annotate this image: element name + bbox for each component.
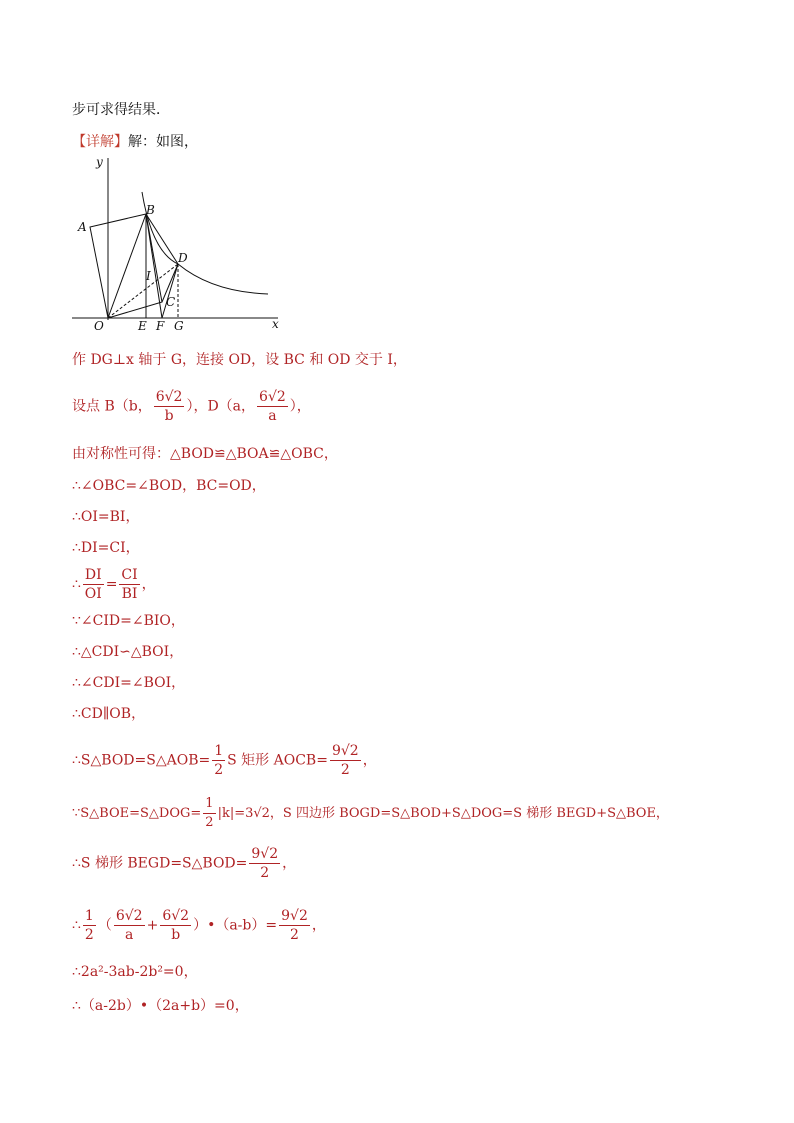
step-5: ∴OI=BI， [72,509,140,525]
step-2: 设点 B（b， $\frac{6√2}{b}$ ），D（a， $\frac{6√2}{a}$ ）， [72,389,311,424]
step-10: ∴∠CDI=∠BOI， [72,675,186,691]
label-o: O [94,319,104,332]
label-c: C [166,295,176,309]
step-12: ∴S△BOD=S△AOB= $\frac{1}{2}$ S 矩形 AOCB= $\frac{9√2}{2}$ ， [72,743,377,778]
step-14: ∴S 梯形 BEGD=S△BOD= $\frac{9√2}{2}$ ， [72,846,297,881]
detail-text: 解：如图， [128,134,198,150]
step-8: ∵∠CID=∠BIO， [72,613,185,629]
step-17: ∴（a-2b）•（2a+b）=0， [72,998,249,1014]
step-1: 作 DG⊥x 轴于 G，连接 OD，设 BC 和 OD 交于 I， [72,352,407,368]
step-4: ∴∠OBC=∠BOD，BC=OD， [72,478,266,494]
step-11: ∴CD∥OB， [72,706,146,722]
detail-heading [72,132,198,152]
label-a: A [78,220,87,234]
label-i: I [146,269,151,283]
label-e: E [138,319,147,332]
step-6: ∴DI=CI， [72,540,140,556]
geometry-figure [72,152,292,332]
intro-text: 步可求得结果． [72,102,170,118]
fraction-b: $\frac{6√2}{b}$ [155,389,183,424]
step-3: 由对称性可得：△BOD≌△BOA≌△OBC， [72,446,338,462]
od-dashed [108,264,178,318]
fraction-a: $\frac{6√2}{a}$ [259,389,286,424]
label-g: G [174,319,184,332]
step-7: ∴ $\frac{DI}{OI}$ = $\frac{CI}{BI}$ ， [72,567,156,602]
label-b: B [146,203,155,217]
hyperbola-curve [142,192,268,294]
step-9: ∴△CDI∽△BOI， [72,644,184,660]
detail-tag: 【详解】 [72,134,128,150]
label-y: y [96,155,103,169]
step-15: ∴ $\frac{1}{2}$ （ $\frac{6√2}{a}$ + $\frac{6√2}{b}$ ）•（a-b）= $\frac{9√2}{2}$ ， [72,908,326,943]
label-d: D [178,251,188,265]
step-13: ∵S△BOE=S△DOG= $\frac{1}{2}$ |k|=3√2，S 四边形 BOGD=S△BOD+S△DOG=S 梯形 BEGD+S△BOE， [72,796,669,830]
label-x: x [272,317,279,331]
step-16: ∴2a²-3ab-2b²=0， [72,964,198,980]
label-f: F [156,319,165,332]
